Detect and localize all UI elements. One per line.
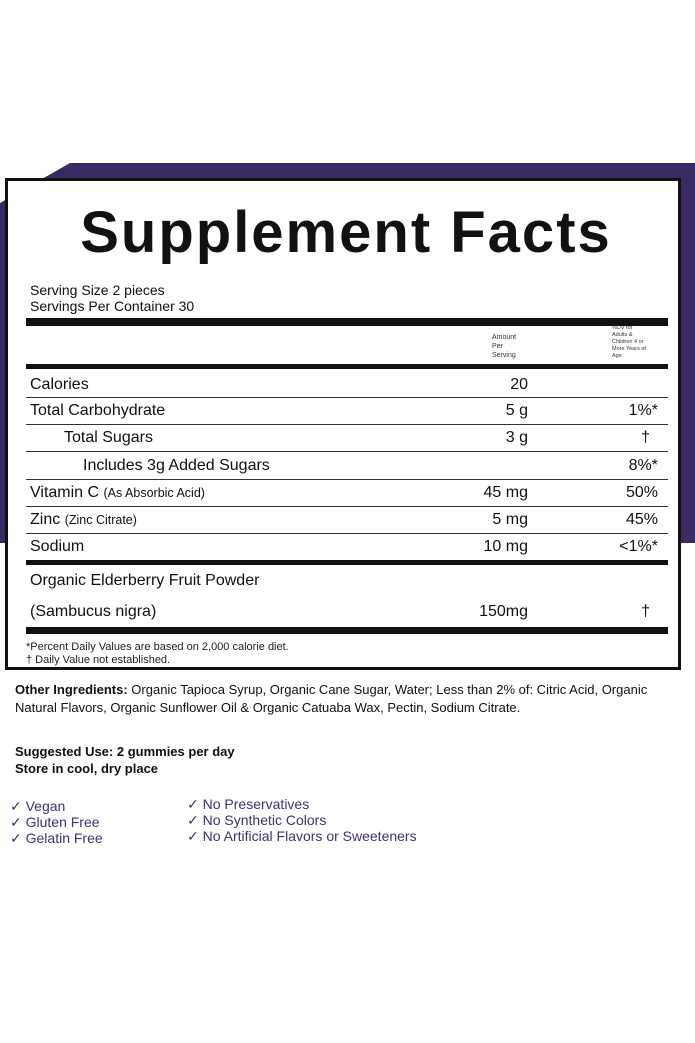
claim-vegan: ✓ Vegan	[10, 798, 66, 814]
footnote-percent-dv: *Percent Daily Values are based on 2,000 calorie diet.	[26, 641, 289, 653]
claim-gelatin-free: ✓ Gelatin Free	[10, 830, 103, 846]
nutrient-label: Sodium	[30, 538, 85, 555]
elderberry-latin-name: (Sambucus nigra)	[30, 603, 157, 620]
claim-no-synthetic-colors: ✓ No Synthetic Colors	[187, 812, 327, 828]
elderberry-amount: 150mg	[479, 603, 528, 620]
nutrient-amount: 5 mg	[492, 511, 528, 528]
nutrient-label: Total Sugars	[64, 429, 153, 446]
nutrient-label: Includes 3g Added Sugars	[83, 457, 270, 474]
nutrient-amount: 45 mg	[483, 484, 528, 501]
nutrient-amount: 10 mg	[483, 538, 528, 555]
suggested-use: Suggested Use: 2 gummies per day	[15, 744, 235, 759]
footnotes	[26, 641, 289, 667]
elderberry-label: Organic Elderberry Fruit Powder	[30, 572, 260, 589]
nutrient-source: (Zinc Citrate)	[64, 513, 137, 527]
other-ingredients-text: Organic Tapioca Syrup, Organic Cane Sugar, Water; Less than 2% of: Citric Acid, Organic Natural Flavors, Organic Sunflower Oil & Organic Catuaba Wax, Pectin, Sodium Citrate.	[15, 682, 648, 715]
nutrient-label: Calories	[30, 376, 89, 393]
thick-rule-bottom	[26, 627, 668, 634]
nutrient-dv: <1%*	[619, 538, 658, 555]
supplement-facts-panel	[5, 178, 681, 670]
nutrient-dv: 8%*	[628, 457, 658, 474]
nutrient-amount: 3 g	[505, 429, 528, 446]
row-divider	[26, 479, 668, 480]
row-divider	[26, 506, 668, 507]
nutrient-source: (As Absorbic Acid)	[103, 486, 205, 500]
nutrient-dv: †	[641, 429, 650, 446]
facts-title: Supplement Facts	[80, 200, 612, 265]
row-divider	[26, 533, 668, 534]
claim-gluten-free: ✓ Gluten Free	[10, 814, 100, 830]
other-ingredients-label: Other Ingredients:	[15, 682, 128, 697]
claims-left	[10, 798, 103, 846]
nutrient-dv: 45%	[625, 511, 658, 528]
serving-info	[30, 282, 194, 314]
nutrient-label: Total Carbohydrate	[30, 402, 166, 419]
row-divider	[26, 451, 668, 452]
row-divider	[26, 424, 668, 425]
daily-value-header: %DV for Adults & Children 4 or More Years of Age	[612, 325, 646, 359]
usage-info	[15, 743, 235, 777]
servings-per-container: Servings Per Container 30	[30, 298, 195, 314]
row-divider	[26, 397, 668, 398]
nutrient-dv: 1%*	[628, 402, 658, 419]
storage-instructions: Store in cool, dry place	[15, 761, 159, 776]
nutrient-label: Vitamin C (As Absorbic Acid)	[30, 484, 205, 501]
nutrient-dv: 50%	[625, 484, 658, 501]
footnote-dv-not-established: † Daily Value not established.	[26, 654, 171, 666]
claim-no-artificial-flavors: ✓ No Artificial Flavors or Sweeteners	[187, 828, 417, 844]
claim-no-preservatives: ✓ No Preservatives	[187, 796, 310, 812]
elderberry-dv: †	[641, 603, 650, 620]
nutrient-amount: 5 g	[505, 402, 528, 419]
medium-rule	[26, 364, 668, 369]
claims-right	[187, 796, 417, 844]
thick-rule-top	[26, 318, 668, 326]
amount-per-serving-header: Amount Per Serving	[492, 334, 517, 359]
nutrient-amount: 20	[510, 376, 528, 393]
other-ingredients	[15, 681, 680, 717]
serving-size: Serving Size 2 pieces	[30, 282, 165, 298]
nutrient-label: Zinc (Zinc Citrate)	[30, 511, 137, 528]
medium-rule	[26, 560, 668, 565]
